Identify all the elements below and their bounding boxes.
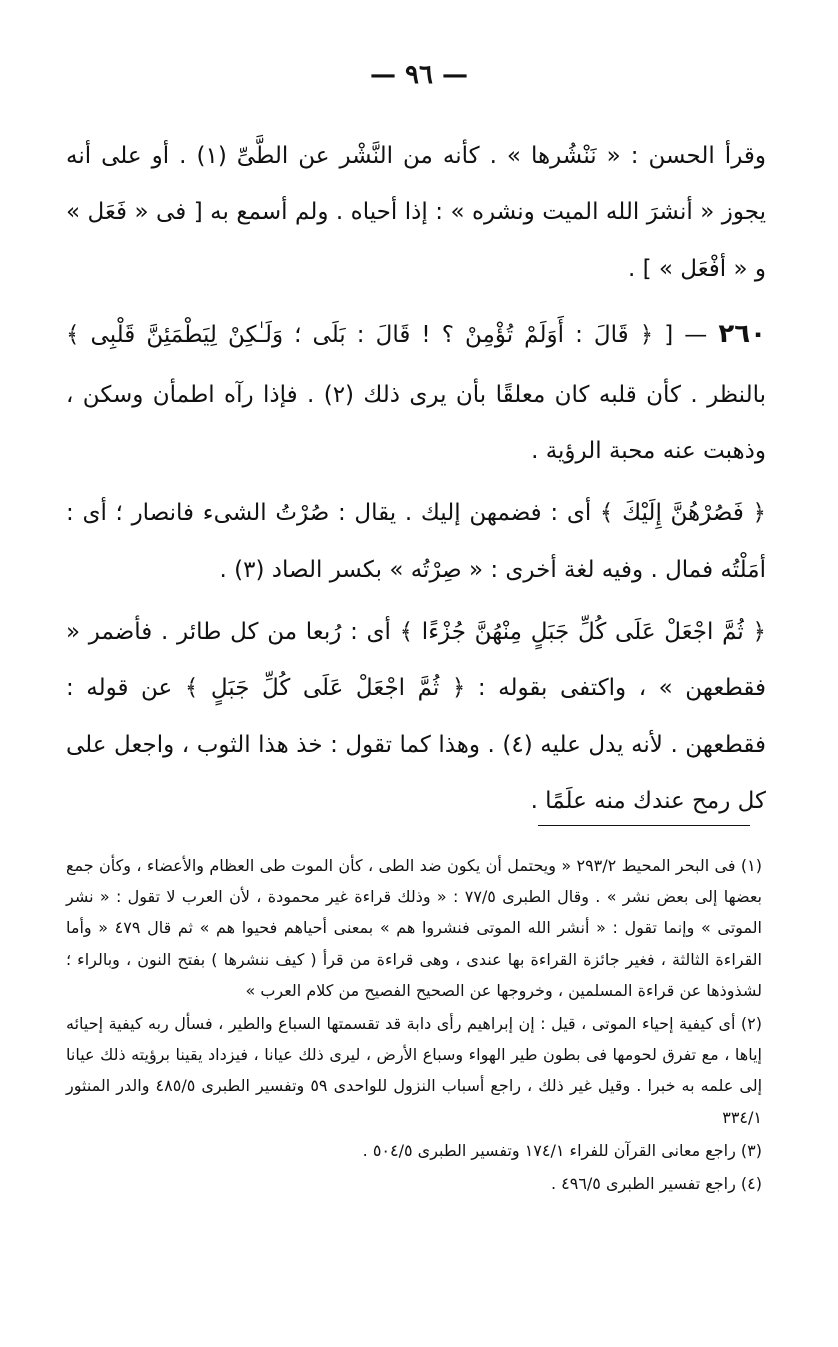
footnote-3: (٣) راجع معانى القرآن للفراء ١٧٤/١ وتفسير الطبرى ٥٠٤/٥ . bbox=[362, 1140, 762, 1160]
paragraph-2 bbox=[66, 303, 766, 479]
footnote-1: (١) فى البحر المحيط ٢٩٣/٢ « ويحتمل أن يكون ضد الطى ، كأن الموت طى العظام والأعضاء ، وكأن جمع بعضها إلى بعض نشر » . وقال الطبرى ٧٧/٥ : « وذلك قراءة غير محمودة ، لأن العرب لا تقول : « نشر الموتى » وإنما تقول : « أنشر الله الموتى فنشروا هم » بمعنى أحياهم فحيوا هم » ثم قال ٤٧٩ « وأما القراءة الثالثة ، فغير جائزة القراءة بها عندى ، وهى قراءة من قرأ ( كيف ننشرها ) بفتح النون ، وبالراء ؛ لشذوذها عن قراءة المسلمين ، وخروجها عن الصحيح الفصيح من كلام العرب » bbox=[66, 856, 762, 1000]
main-text bbox=[66, 128, 766, 835]
verse-number: ٢٦٠ bbox=[718, 319, 766, 350]
footnote-2: (٢) أى كيفية إحياء الموتى ، قيل : إن إبراهيم رأى دابة قد تقسمتها السباع والطير ، فسأل ربه كيفية إحيائه إياها ، مع تفرق لحومها فى بطون طير الهواء وسباع الأرض ، ليرى ذلك عيانا ، فيزداد يقينا برؤيته ذلك عيانا إلى علمه به خبرا . وقيل غير ذلك ، راجع أسباب النزول للواحدى ٥٩ وتفسير الطبرى ٤٨٥/٥ والدر المنثور ٣٣٤/١ bbox=[66, 1013, 763, 1127]
footnote-divider bbox=[538, 825, 750, 826]
footnotes bbox=[66, 850, 762, 1201]
paragraph-1: وقرأ الحسن : « نَنْشُرها » . كأنه من النَّشْر عن الطَّىِّ (١) . أو على أنه يجوز « أنشرَ الله الميت ونشره » : إذا أحياه . ولم أسمع به [ فى « فَعَل » و « أفْعَل » ] . bbox=[66, 143, 766, 282]
page-number: — ٩٦ — bbox=[369, 60, 469, 90]
paragraph-4: ﴿ ثُمَّ اجْعَلْ عَلَى كُلِّ جَبَلٍ مِنْهُنَّ جُزْءًا ﴾ أى : رُبعا من كل طائر . فأضمر « فقطعهن » ، واكتفى بقوله : ﴿ ثُمَّ اجْعَلْ عَلَى كُلِّ جَبَلٍ ﴾ عن قوله : فقطعهن . لأنه يدل عليه (٤) . وهذا كما تقول : خذ هذا الثوب ، واجعل على كل رمح عندك منه علَمًا . bbox=[66, 619, 766, 815]
paragraph-2-text: — [ ﴿ قَالَ : أَوَلَمْ تُؤْمِنْ ؟ ! قَالَ : بَلَى ؛ وَلَـٰكِنْ لِيَطْمَئِنَّ قَلْبِى ﴾ بالنظر . كأن قلبه كان معلقًا بأن يرى ذلك (٢) . فإذا رآه اطمأن وسكن ، وذهبت عنه محبة الرؤية . bbox=[66, 322, 766, 465]
paragraph-3: ﴿ فَصُرْهُنَّ إِلَيْكَ ﴾ أى : فضمهن إليك . يقال : صُرْتُ الشىء فانصار ؛ أى : أمَلْتُه فمال . وفيه لغة أخرى : « صِرْتُه » بكسر الصاد (٣) . bbox=[66, 500, 766, 583]
footnote-4: (٤) راجع تفسير الطبرى ٤٩٦/٥ . bbox=[550, 1173, 762, 1193]
